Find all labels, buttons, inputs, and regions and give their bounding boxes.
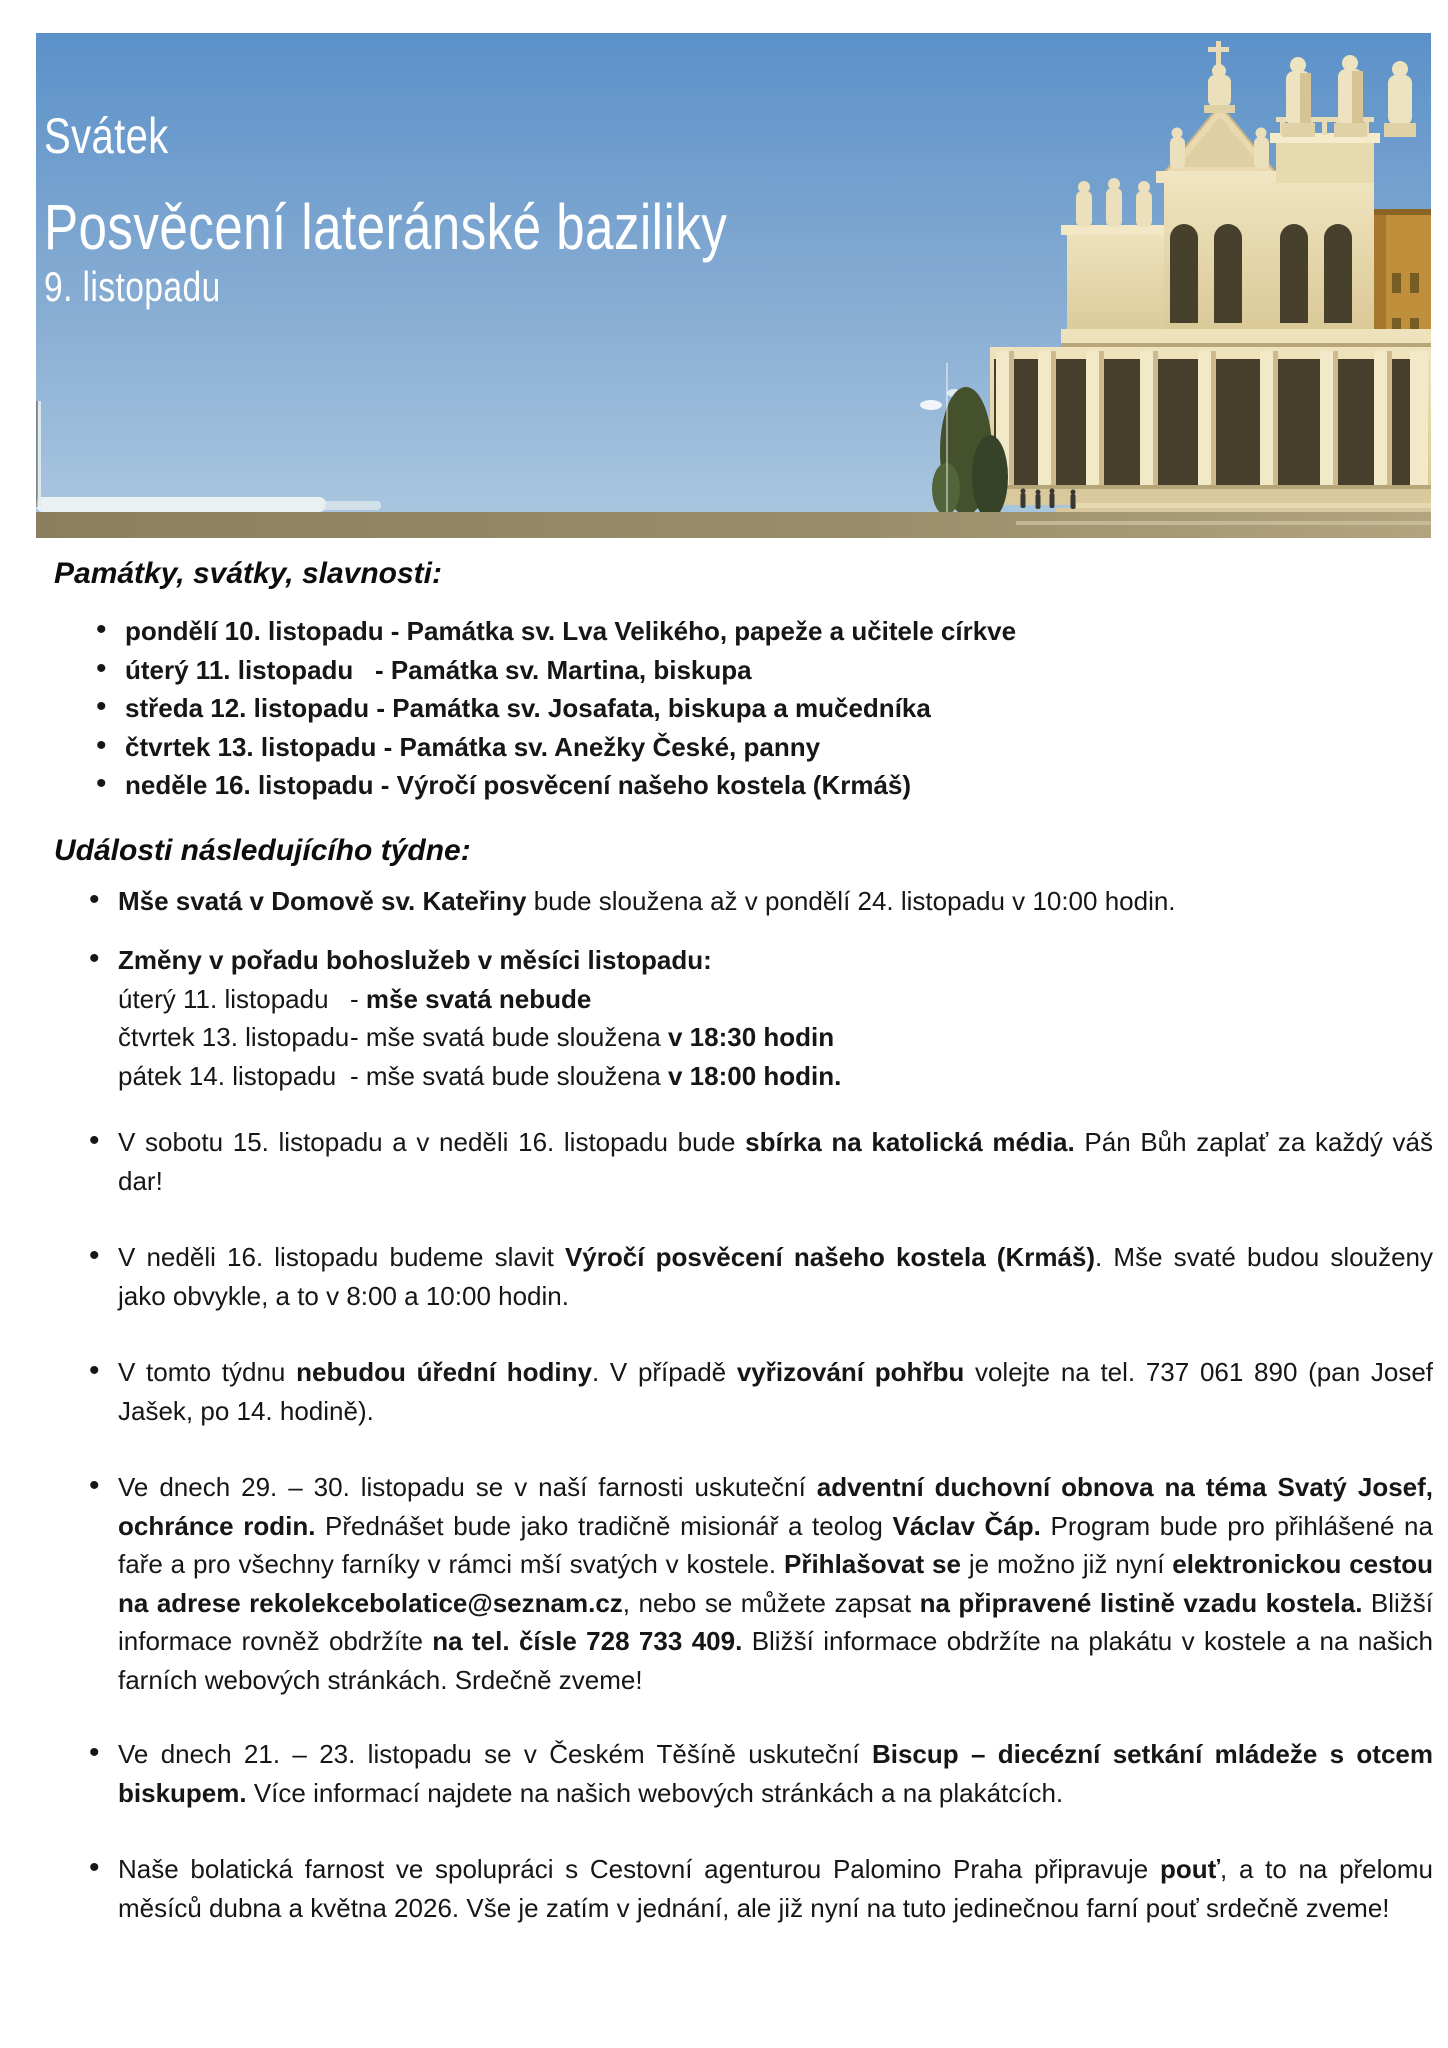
schedule-heading: • Změny v pořadu bohoslužeb v měsíci listopadu: [118, 945, 712, 975]
schedule-row [118, 1057, 1433, 1096]
feast-list-item: • pondělí 10. listopadu - Památka sv. Lva Velikého, papeže a učitele církve [54, 612, 1433, 651]
bullet-schedule-changes [54, 941, 1433, 1095]
paragraph-advent-retreat: • Ve dnech 29. – 30. listopadu se v naší farnosti uskuteční adventní duchovní obnova na téma Svatý Josef, ochránce rodin. Přednášet bude jako tradičně misionář a teolog Václav Čáp. Program bude pro přihlášené na faře a pro všechny farníky v rámci mší svatých v kostele. Přihlašovat se je možno již nyní elektronickou cestou na adrese rekolekcebolatice@seznam.cz, nebo se můžete zapsat na připravené listině vzadu kostela. Bližší informace rovněž obdržíte na tel. čísle 728 733 409. Bližší informace obdržíte na plakátu v kostele a na našich farních webových stránkách. Srdečně zveme! [54, 1468, 1433, 1699]
feast-list [54, 612, 1433, 805]
schedule-detail: - mše svatá bude sloužena v 18:00 hodin. [350, 1060, 842, 1091]
paragraph-media-collection: • V sobotu 15. listopadu a v neděli 16. listopadu bude sbírka na katolická média. Pán Bůh zaplať za každý váš dar! [54, 1123, 1433, 1200]
hero-title-line1: Svátek [44, 108, 169, 164]
street-pole [36, 401, 41, 507]
ground [36, 512, 1431, 538]
feast-list-item: • středa 12. listopadu - Památka sv. Josafata, biskupa a mučedníka [54, 689, 1433, 728]
paragraph-pilgrimage: • Naše bolatická farnost ve spolupráci s Cestovní agenturou Palomino Praha připravuje pouť, a to na přelomu měsíců dubna a května 2026. Vše je zatím v jednání, ale již nyní na tuto jedinečnou farní pouť srdečně zveme! [54, 1850, 1433, 1927]
photo-seam [946, 363, 948, 512]
feast-list-item: • neděle 16. listopadu - Výročí posvěcení našeho kostela (Krmáš) [54, 766, 1433, 805]
feast-list-item: • čtvrtek 13. listopadu - Památka sv. Anežky České, panny [54, 728, 1433, 767]
statues-left [1076, 178, 1152, 227]
schedule-day: čtvrtek 13. listopadu [118, 1022, 350, 1052]
statues-right [1282, 55, 1416, 137]
section-heading-events: Události následujícího týdne: [54, 833, 471, 867]
horizon-cloud [36, 497, 326, 512]
document-body [54, 538, 1433, 1927]
schedule-detail: - mše svatá nebude [350, 983, 592, 1014]
paragraph-office-hours: • V tomto týdnu nebudou úřední hodiny. V případě vyřizování pohřbu volejte na tel. 737 061 890 (pan Josef Jašek, po 14. hodině). [54, 1353, 1433, 1430]
schedule-row [118, 980, 1433, 1019]
schedule-day: úterý 11. listopadu [118, 983, 329, 1014]
paragraph-church-anniversary: • V neděli 16. listopadu budeme slavit Výročí posvěcení našeho kostela (Krmáš). Mše svaté budou slouženy jako obvykle, a to v 8:00 a 10:00 hodin. [54, 1238, 1433, 1315]
hero-title-line2: Posvěcení lateránské baziliky [44, 191, 728, 263]
header-photo [36, 33, 1431, 538]
schedule-detail: - mše svatá bude sloužena v 18:30 hodin [350, 1022, 835, 1052]
schedule-day: pátek 14. listopadu [118, 1060, 337, 1091]
bullet-mass-note: • Mše svatá v Domově sv. Kateřiny bude sloužena až v pondělí 24. listopadu v 10:00 hodin. [54, 882, 1433, 921]
section-heading-feasts: Památky, svátky, slavnosti: [54, 557, 442, 590]
hero-title-line3: 9. listopadu [44, 263, 221, 310]
feast-list-item: • úterý 11. listopadu - Památka sv. Martina, biskupa [54, 651, 1433, 690]
paragraph-biscup-meeting: • Ve dnech 21. – 23. listopadu se v Českém Těšíně uskuteční Biscup – diecézní setkání mládeže s otcem biskupem. Více informací najdete na našich webových stránkách a na plakátcích. [54, 1735, 1433, 1812]
basilica-photo-illustration [36, 33, 1431, 538]
schedule-row [118, 1018, 1433, 1057]
